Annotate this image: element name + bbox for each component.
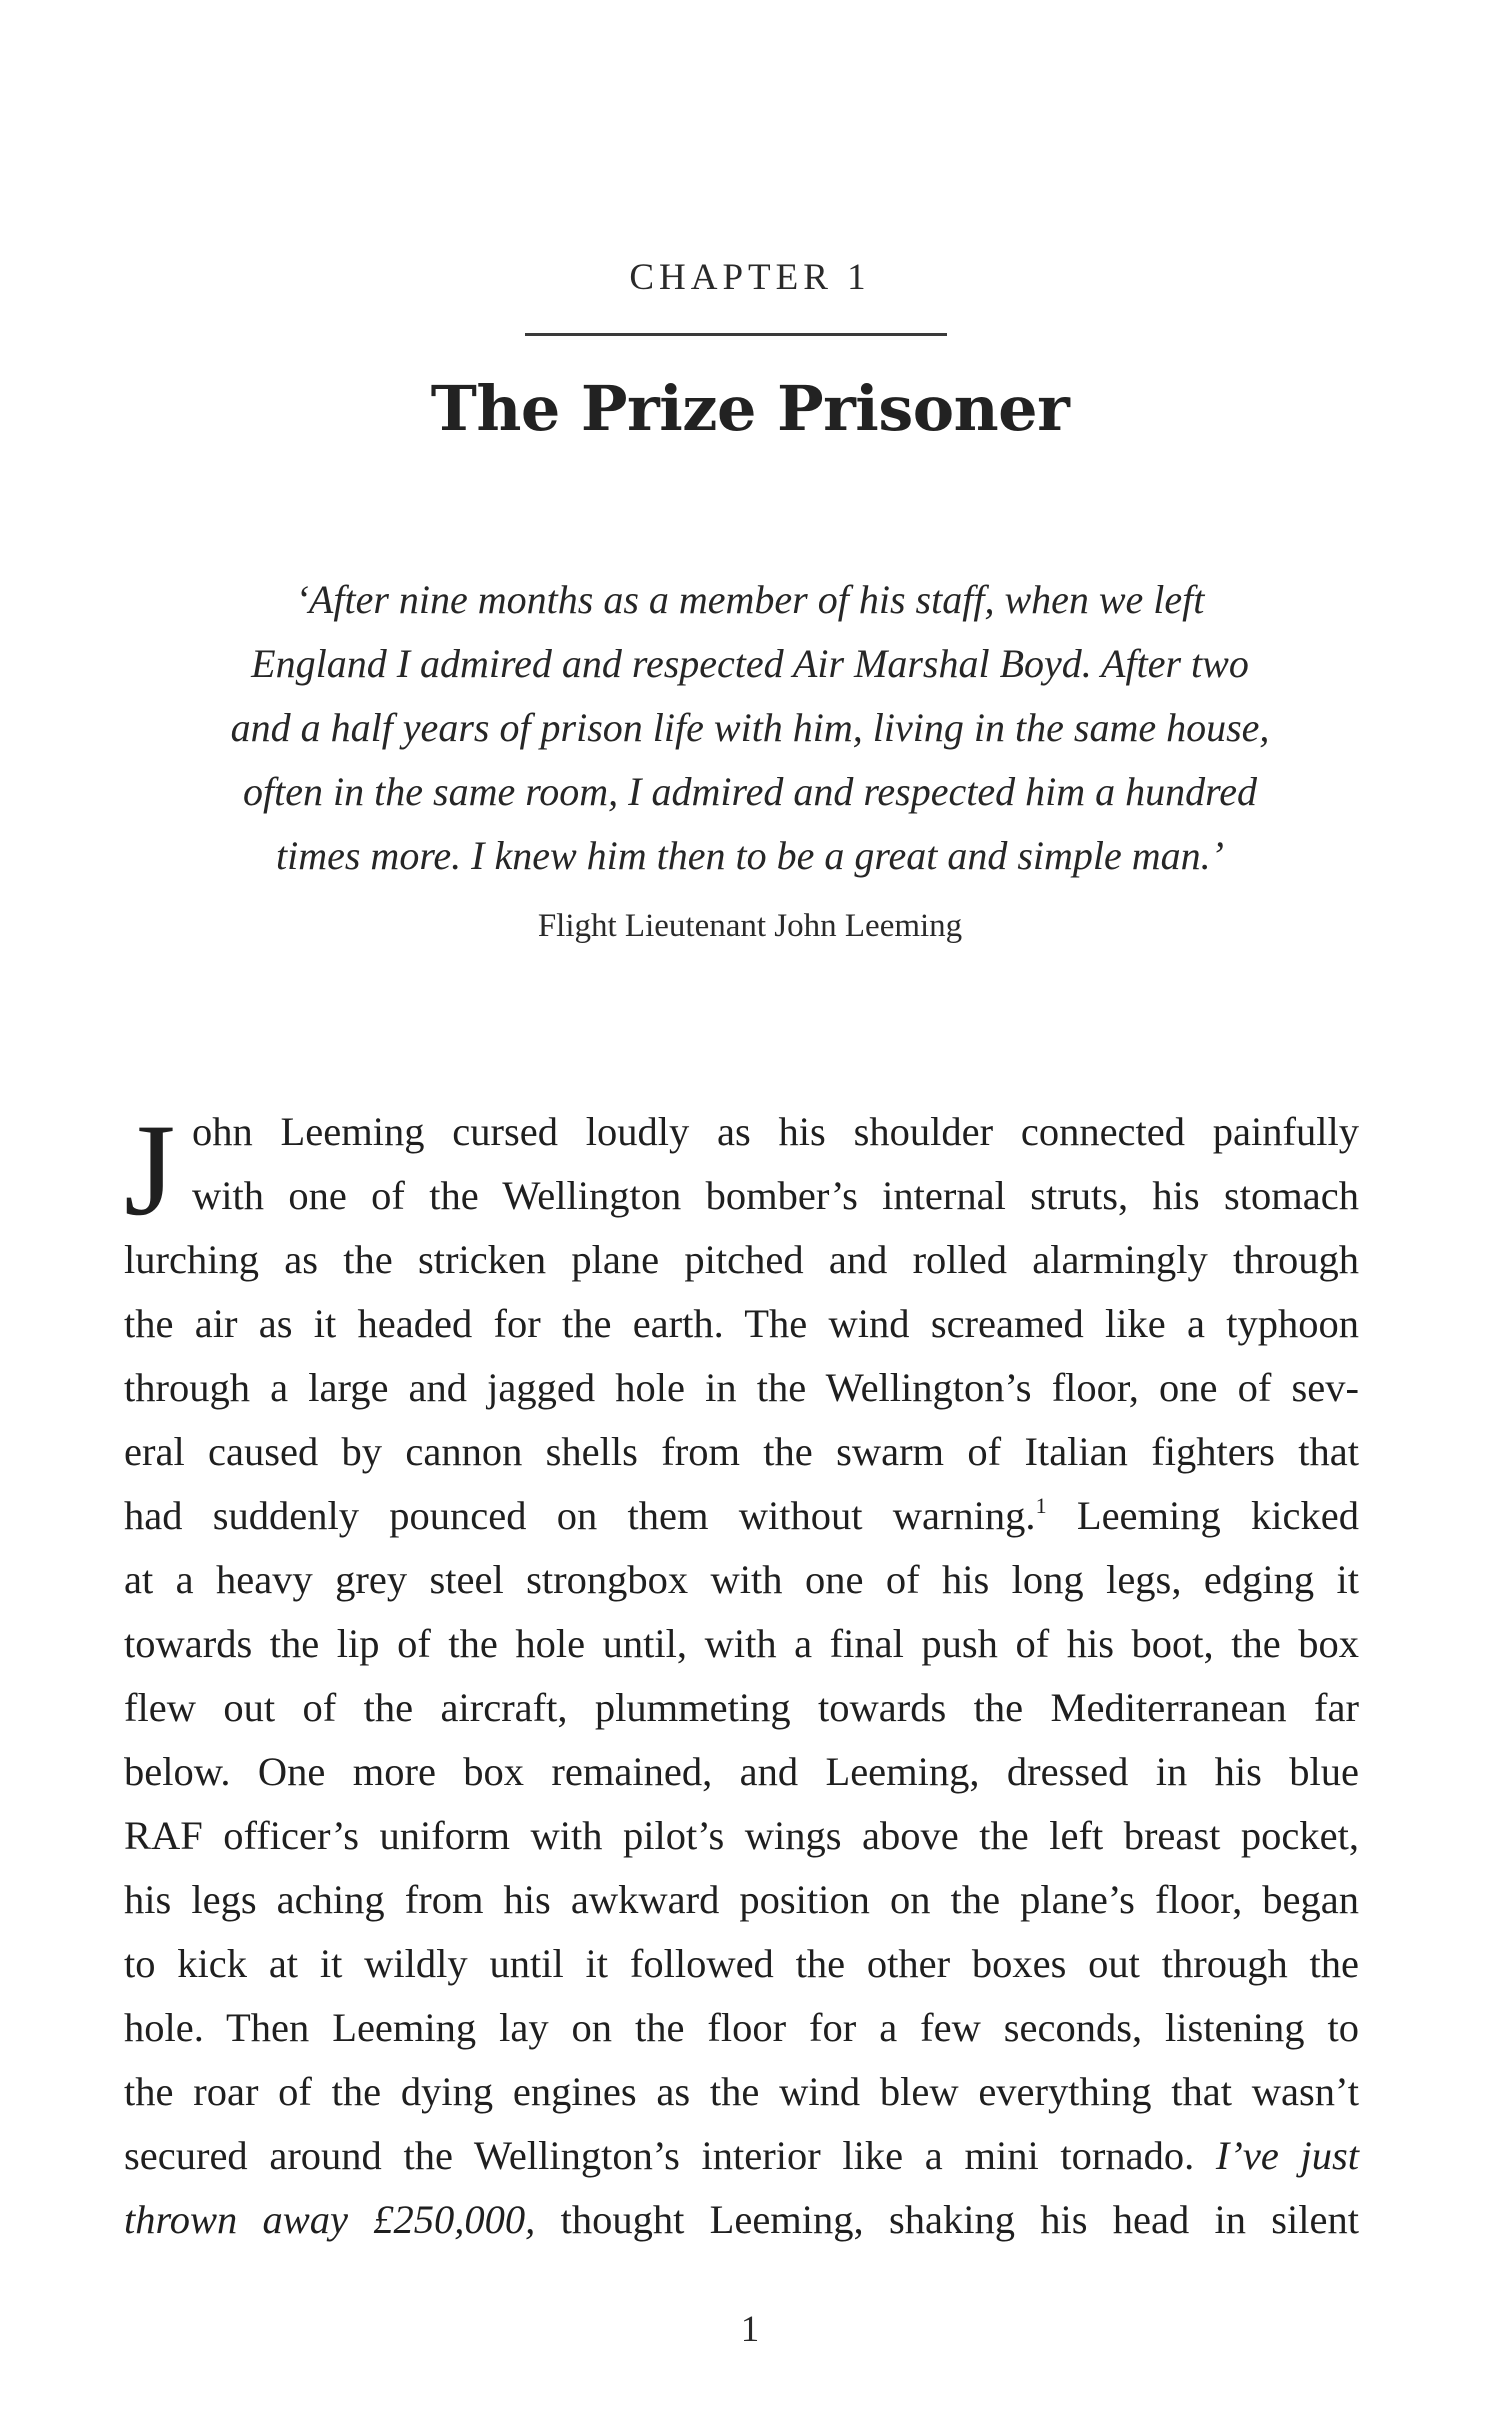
epigraph-line: England I admired and respected Air Marshal Boyd. After two xyxy=(251,641,1249,686)
epigraph-line: and a half years of prison life with him, living in the same house, xyxy=(230,705,1270,750)
chapter-label: CHAPTER 1 xyxy=(629,257,871,298)
body-text-run: Leeming kicked xyxy=(1046,1493,1359,1538)
body-line: to kick at it wildly until it followed the other boxes out through the xyxy=(124,1941,1359,1986)
italic-thought: thrown away £250,000, xyxy=(124,2197,536,2242)
body-line: with one of the Wellington bomber’s internal struts, his stomach xyxy=(192,1173,1359,1218)
epigraph-attribution: Flight Lieutenant John Leeming xyxy=(537,908,963,944)
body-line: through a large and jagged hole in the Wellington’s floor, one of sev- xyxy=(124,1365,1359,1410)
epigraph-line: often in the same room, I admired and respected him a hundred xyxy=(243,769,1257,814)
body-line xyxy=(124,2124,1359,2188)
body-line: RAF officer’s uniform with pilot’s wings above the left breast pocket, xyxy=(124,1813,1359,1858)
body-line: hole. Then Leeming lay on the floor for a few seconds, listening to xyxy=(124,2005,1359,2050)
page-number: 1 xyxy=(740,2309,760,2350)
body-line xyxy=(124,1484,1359,1548)
body-line: eral caused by cannon shells from the swarm of Italian fighters that xyxy=(124,1429,1359,1474)
italic-thought: I’ve just xyxy=(1215,2133,1359,2178)
epigraph xyxy=(120,568,1380,888)
epigraph-line: ‘After nine months as a member of his staff, when we left xyxy=(295,577,1205,622)
body-line: lurching as the stricken plane pitched and rolled alarmingly through xyxy=(124,1237,1359,1282)
body-text xyxy=(124,1096,1359,2252)
body-text-run: thought Leeming, shaking his head in silent xyxy=(535,2197,1359,2242)
body-line: towards the lip of the hole until, with a final push of his boot, the box xyxy=(124,1621,1359,1666)
body-line: flew out of the aircraft, plummeting towards the Mediterranean far xyxy=(124,1685,1359,1730)
body-text-run: secured around the Wellington’s interior like a mini tornado. xyxy=(124,2133,1195,2178)
body-line: at a heavy grey steel strongbox with one of his long legs, edging it xyxy=(124,1557,1359,1602)
body-line: the air as it headed for the earth. The wind screamed like a typhoon xyxy=(124,1301,1359,1346)
footnote-marker[interactable]: 1 xyxy=(1035,1493,1047,1518)
body-text-run: had suddenly pounced on them without warning. xyxy=(124,1493,1036,1538)
body-line: ohn Leeming cursed loudly as his shoulder connected painfully xyxy=(192,1109,1359,1154)
body-line xyxy=(124,2188,1359,2252)
body-line: his legs aching from his awkward position on the plane’s floor, began xyxy=(124,1877,1359,1922)
epigraph-line: times more. I knew him then to be a great and simple man.’ xyxy=(276,833,1224,878)
body-line: below. One more box remained, and Leeming, dressed in his blue xyxy=(124,1749,1359,1794)
body-line: the roar of the dying engines as the wind blew everything that wasn’t xyxy=(124,2069,1359,2114)
chapter-rule xyxy=(525,333,947,336)
chapter-title: The Prize Prisoner xyxy=(430,372,1070,445)
drop-cap: J xyxy=(124,1096,176,1243)
